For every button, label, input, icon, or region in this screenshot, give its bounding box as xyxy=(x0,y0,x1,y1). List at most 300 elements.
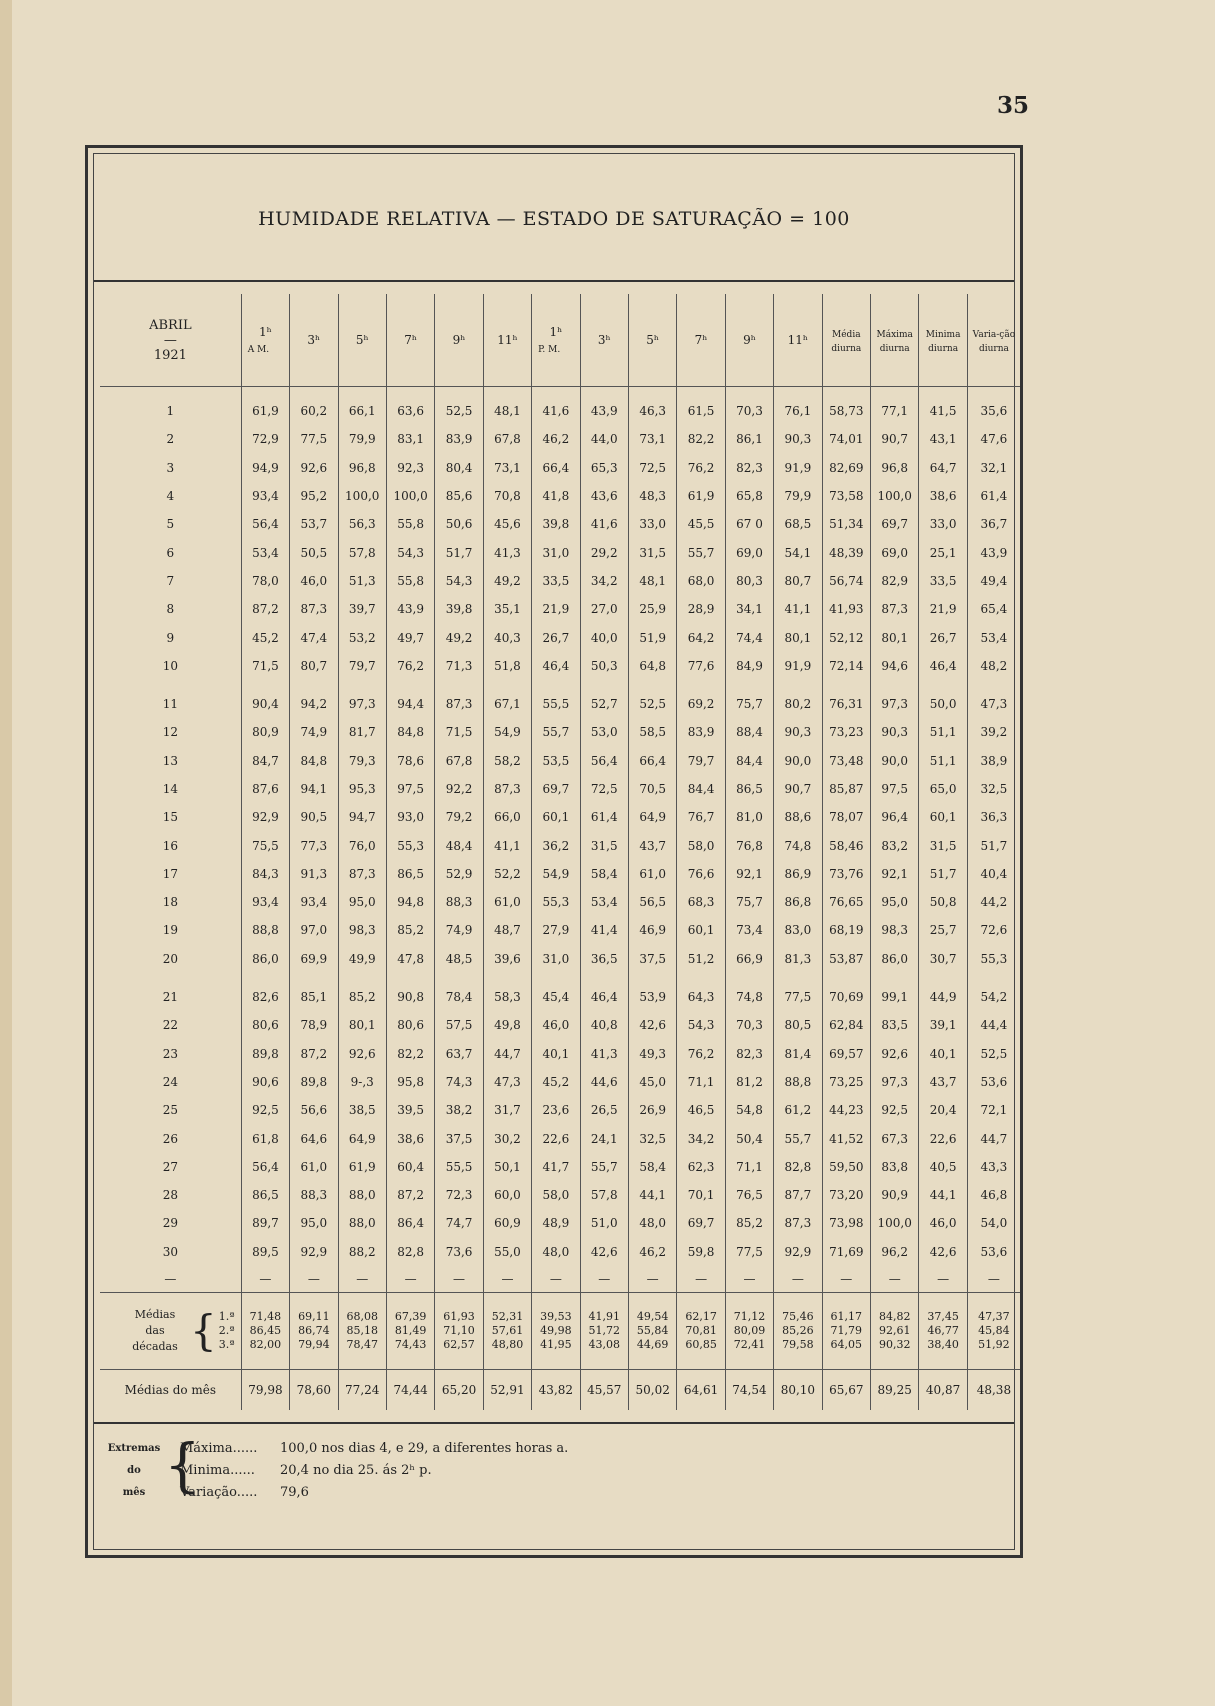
value-cell: 92,9 xyxy=(241,803,289,831)
decade-value: 46,77 xyxy=(927,1323,959,1337)
value-cell: 65,3 xyxy=(580,454,628,482)
stat-label: Minima diurna xyxy=(925,330,961,354)
table-row xyxy=(100,623,1020,651)
day-cell: 23 xyxy=(162,1046,178,1061)
value-cell: 64,2 xyxy=(677,623,725,651)
value-cell: 97,3 xyxy=(338,690,386,718)
value-cell: 51,1 xyxy=(919,718,967,746)
dash-cell: — xyxy=(967,1266,1020,1293)
gap-cell xyxy=(100,680,241,690)
value-cell: 51,8 xyxy=(483,652,531,680)
value-cell: 92,1 xyxy=(871,860,919,888)
decade-value: 62,17 xyxy=(685,1309,717,1323)
value-cell: 76,0 xyxy=(338,831,386,859)
value-cell: 76,2 xyxy=(677,1040,725,1068)
value-cell: 70,8 xyxy=(483,482,531,510)
value-cell: 21,9 xyxy=(919,595,967,623)
value-cell: 84,8 xyxy=(290,747,338,775)
value-cell: 95,0 xyxy=(290,1209,338,1237)
gap-cell xyxy=(241,680,289,690)
hour-label: 11ʰ xyxy=(787,333,809,347)
value-cell: 31,5 xyxy=(580,831,628,859)
value-cell: 50,4 xyxy=(725,1124,773,1152)
value-cell: 87,3 xyxy=(774,1209,822,1237)
table-row xyxy=(100,983,1020,1011)
value-cell: 87,2 xyxy=(386,1181,434,1209)
value-cell: 63,7 xyxy=(435,1040,483,1068)
gap-cell xyxy=(338,680,386,690)
value-cell: 48,39 xyxy=(822,538,870,566)
value-cell: 92,2 xyxy=(435,775,483,803)
value-cell: 21,9 xyxy=(532,595,580,623)
table-row xyxy=(100,1238,1020,1266)
value-cell: 79,7 xyxy=(677,747,725,775)
decade-value: 38,40 xyxy=(927,1337,959,1351)
decade-value: 49,54 xyxy=(636,1309,669,1323)
value-cell: 73,58 xyxy=(822,482,870,510)
value-cell: 58,73 xyxy=(822,397,870,425)
dash-cell: — xyxy=(774,1266,822,1293)
value-cell: 51,1 xyxy=(919,747,967,775)
value-cell: 60,1 xyxy=(919,803,967,831)
decade-value: 51,72 xyxy=(588,1323,621,1337)
decade-means-cell xyxy=(290,1292,338,1369)
day-cell: 8 xyxy=(166,602,175,617)
hour-header xyxy=(580,294,628,387)
value-cell: 46,8 xyxy=(967,1181,1020,1209)
dash-cell: — xyxy=(483,1266,531,1293)
month-means-cell: 65,20 xyxy=(435,1369,483,1410)
value-cell: 34,2 xyxy=(677,1124,725,1152)
value-cell: 90,6 xyxy=(241,1068,289,1096)
value-cell: 48,0 xyxy=(628,1209,676,1237)
value-cell: 80,4 xyxy=(435,454,483,482)
month-means-cell: 64,61 xyxy=(677,1369,725,1410)
day-cell: 7 xyxy=(166,573,175,588)
value-cell: 97,3 xyxy=(871,690,919,718)
value-cell: 41,5 xyxy=(919,397,967,425)
decade-value: 71,12 xyxy=(733,1309,766,1323)
value-cell: 45,4 xyxy=(532,983,580,1011)
value-cell: 80,1 xyxy=(774,623,822,651)
extremes-label xyxy=(102,1438,166,1504)
value-cell: 58,3 xyxy=(483,983,531,1011)
value-cell: 41,8 xyxy=(532,482,580,510)
decade-value: 75,46 xyxy=(782,1309,814,1323)
table-row xyxy=(100,690,1020,718)
value-cell: 55,3 xyxy=(967,945,1020,973)
value-cell: 46,4 xyxy=(919,652,967,680)
value-cell: 32,1 xyxy=(967,454,1020,482)
value-cell: 40,1 xyxy=(919,1040,967,1068)
gap-cell xyxy=(386,387,434,398)
value-cell: 50,0 xyxy=(919,690,967,718)
value-cell: 79,2 xyxy=(435,803,483,831)
value-cell: 49,4 xyxy=(967,567,1020,595)
value-cell: 87,3 xyxy=(871,595,919,623)
month-means-cell: 40,87 xyxy=(919,1369,967,1410)
value-cell: 76,2 xyxy=(677,454,725,482)
decade-value: 64,05 xyxy=(830,1337,863,1351)
value-cell: 87,3 xyxy=(338,860,386,888)
value-cell: 90,4 xyxy=(241,690,289,718)
value-cell: 43,6 xyxy=(580,482,628,510)
hour-header xyxy=(483,294,531,387)
value-cell: 48,1 xyxy=(483,397,531,425)
value-cell: 41,52 xyxy=(822,1124,870,1152)
value-cell: 46,4 xyxy=(532,652,580,680)
extreme-var-row xyxy=(180,1482,568,1504)
value-cell: 35,1 xyxy=(483,595,531,623)
day-cell: 2 xyxy=(166,432,175,447)
value-cell: 89,8 xyxy=(241,1040,289,1068)
value-cell: 72,14 xyxy=(822,652,870,680)
title-divider xyxy=(94,280,1014,282)
gap-cell xyxy=(580,680,628,690)
humidity-table xyxy=(100,294,1020,1410)
value-cell: 73,4 xyxy=(725,916,773,944)
gap-cell xyxy=(290,387,338,398)
table-row xyxy=(100,482,1020,510)
decade-value: 41,91 xyxy=(588,1309,621,1323)
value-cell: 39,8 xyxy=(435,595,483,623)
value-cell: 100,0 xyxy=(338,482,386,510)
value-cell: 37,5 xyxy=(435,1124,483,1152)
value-cell: 56,6 xyxy=(290,1096,338,1124)
value-cell: 58,4 xyxy=(580,860,628,888)
value-cell: 97,3 xyxy=(871,1068,919,1096)
gap-cell xyxy=(483,973,531,983)
month-dash: — xyxy=(163,332,177,348)
value-cell: 53,0 xyxy=(580,718,628,746)
hour-header xyxy=(338,294,386,387)
table-row xyxy=(100,510,1020,538)
page-number: 35 xyxy=(997,92,1030,119)
value-cell: 90,8 xyxy=(386,983,434,1011)
table-row xyxy=(100,888,1020,916)
gap-cell xyxy=(435,387,483,398)
value-cell: 67,3 xyxy=(871,1124,919,1152)
decade-means-cell xyxy=(725,1292,773,1369)
dash-cell: — xyxy=(241,1266,289,1293)
value-cell: 63,6 xyxy=(386,397,434,425)
gap-cell xyxy=(580,973,628,983)
decade-value: 81,49 xyxy=(394,1323,427,1337)
gap-cell xyxy=(774,680,822,690)
value-cell: 46,0 xyxy=(290,567,338,595)
value-cell: 66,9 xyxy=(725,945,773,973)
table-row xyxy=(100,1011,1020,1039)
value-cell: 64,8 xyxy=(628,652,676,680)
value-cell: 93,4 xyxy=(241,482,289,510)
day-cell: 6 xyxy=(166,545,175,560)
value-cell: 45,2 xyxy=(532,1068,580,1096)
value-cell: 55,3 xyxy=(532,888,580,916)
value-cell: 83,8 xyxy=(871,1153,919,1181)
value-cell: 50,5 xyxy=(290,538,338,566)
value-cell: 70,69 xyxy=(822,983,870,1011)
decade-value: 74,43 xyxy=(394,1337,427,1351)
value-cell: 64,7 xyxy=(919,454,967,482)
value-cell: 60,4 xyxy=(386,1153,434,1181)
value-cell: 94,4 xyxy=(386,690,434,718)
hour-label: 1ʰ xyxy=(259,325,272,339)
value-cell: 90,9 xyxy=(871,1181,919,1209)
value-cell: 47,4 xyxy=(290,623,338,651)
value-cell: 85,6 xyxy=(435,482,483,510)
stat-header xyxy=(919,294,967,387)
value-cell: 96,4 xyxy=(871,803,919,831)
value-cell: 55,5 xyxy=(532,690,580,718)
value-cell: 77,5 xyxy=(774,983,822,1011)
value-cell: 31,0 xyxy=(532,945,580,973)
decade-value: 80,09 xyxy=(733,1323,766,1337)
value-cell: 9‑,3 xyxy=(338,1068,386,1096)
value-cell: 95,8 xyxy=(386,1068,434,1096)
value-cell: 55,7 xyxy=(774,1124,822,1152)
gap-cell xyxy=(774,387,822,398)
decade-value: 69,11 xyxy=(298,1309,330,1323)
value-cell: 51,34 xyxy=(822,510,870,538)
decade-means-cell xyxy=(774,1292,822,1369)
value-cell: 93,0 xyxy=(386,803,434,831)
value-cell: 47,6 xyxy=(967,425,1020,453)
value-cell: 84,7 xyxy=(241,747,289,775)
dash-cell: — xyxy=(290,1266,338,1293)
gap-cell xyxy=(677,973,725,983)
decade-value: 60,85 xyxy=(685,1337,717,1351)
value-cell: 30,2 xyxy=(483,1124,531,1152)
value-cell: 51,0 xyxy=(580,1209,628,1237)
value-cell: 74,8 xyxy=(774,831,822,859)
decade-means-cell xyxy=(628,1292,676,1369)
value-cell: 52,2 xyxy=(483,860,531,888)
hour-label: 9ʰ xyxy=(743,333,756,347)
value-cell: 25,7 xyxy=(919,916,967,944)
value-cell: 93,4 xyxy=(290,888,338,916)
value-cell: 59,50 xyxy=(822,1153,870,1181)
value-cell: 60,1 xyxy=(532,803,580,831)
value-cell: 94,1 xyxy=(290,775,338,803)
value-cell: 55,8 xyxy=(386,510,434,538)
value-cell: 74,3 xyxy=(435,1068,483,1096)
dash-cell: — xyxy=(871,1266,919,1293)
table-row xyxy=(100,652,1020,680)
value-cell: 43,7 xyxy=(628,831,676,859)
value-cell: 70,3 xyxy=(725,397,773,425)
value-cell: 62,3 xyxy=(677,1153,725,1181)
month-means-row xyxy=(100,1369,1020,1410)
value-cell: 86,5 xyxy=(241,1181,289,1209)
value-cell: 83,9 xyxy=(435,425,483,453)
day-cell: 27 xyxy=(162,1159,178,1174)
value-cell: 41,6 xyxy=(532,397,580,425)
value-cell: 82,8 xyxy=(774,1153,822,1181)
value-cell: 80,5 xyxy=(774,1011,822,1039)
value-cell: 82,6 xyxy=(241,983,289,1011)
value-cell: 39,1 xyxy=(919,1011,967,1039)
value-cell: 64,9 xyxy=(628,803,676,831)
dash-cell: — xyxy=(386,1266,434,1293)
value-cell: 64,3 xyxy=(677,983,725,1011)
value-cell: 71,1 xyxy=(677,1068,725,1096)
value-cell: 83,9 xyxy=(677,718,725,746)
value-cell: 58,5 xyxy=(628,718,676,746)
value-cell: 56,4 xyxy=(241,510,289,538)
value-cell: 92,5 xyxy=(241,1096,289,1124)
value-cell: 51,2 xyxy=(677,945,725,973)
value-cell: 31,5 xyxy=(919,831,967,859)
stat-label: Varia-ção diurna xyxy=(972,330,1016,354)
decade-gap-row xyxy=(100,680,1020,690)
value-cell: 76,7 xyxy=(677,803,725,831)
decade-value: 72,41 xyxy=(733,1337,766,1351)
day-cell: 25 xyxy=(162,1103,178,1118)
value-cell: 62,84 xyxy=(822,1011,870,1039)
value-cell: 84,8 xyxy=(386,718,434,746)
value-cell: 66,4 xyxy=(628,747,676,775)
gap-cell xyxy=(967,680,1020,690)
value-cell: 44,2 xyxy=(967,888,1020,916)
value-cell: 22,6 xyxy=(532,1124,580,1152)
decade-value: 49,98 xyxy=(540,1323,572,1337)
value-cell: 44,23 xyxy=(822,1096,870,1124)
value-cell: 38,6 xyxy=(919,482,967,510)
value-cell: 92,3 xyxy=(386,454,434,482)
value-cell: 45,0 xyxy=(628,1068,676,1096)
month-label: ABRIL xyxy=(149,317,192,333)
decade-means-word: Médias xyxy=(134,1307,176,1321)
value-cell: 96,2 xyxy=(871,1238,919,1266)
value-cell: 81,2 xyxy=(725,1068,773,1096)
hour-label: 7ʰ xyxy=(694,333,708,347)
value-cell: 71,3 xyxy=(435,652,483,680)
value-cell: 46,5 xyxy=(677,1096,725,1124)
value-cell: 45,5 xyxy=(677,510,725,538)
value-cell: 61,8 xyxy=(241,1124,289,1152)
gap-cell xyxy=(290,973,338,983)
value-cell: 86,0 xyxy=(241,945,289,973)
dash-cell: — xyxy=(725,1266,773,1293)
dash-cell: — xyxy=(628,1266,676,1293)
decade-value: 82,00 xyxy=(249,1337,282,1351)
value-cell: 33,0 xyxy=(628,510,676,538)
value-cell: 49,2 xyxy=(435,623,483,651)
value-cell: 36,7 xyxy=(967,510,1020,538)
value-cell: 86,8 xyxy=(774,888,822,916)
value-cell: 74,01 xyxy=(822,425,870,453)
hour-header xyxy=(241,294,289,387)
value-cell: 68,3 xyxy=(677,888,725,916)
value-cell: 91,3 xyxy=(290,860,338,888)
value-cell: 47,3 xyxy=(967,690,1020,718)
table-row xyxy=(100,454,1020,482)
am-label: A M. xyxy=(247,345,270,355)
value-cell: 92,6 xyxy=(871,1040,919,1068)
value-cell: 48,7 xyxy=(483,916,531,944)
gap-cell xyxy=(435,973,483,983)
decade-value: 70,81 xyxy=(685,1323,717,1337)
value-cell: 57,8 xyxy=(338,538,386,566)
value-cell: 87,3 xyxy=(290,595,338,623)
extremes-brace: { xyxy=(164,1431,201,1499)
table-body xyxy=(100,387,1020,1410)
value-cell: 27,9 xyxy=(532,916,580,944)
day-cell: 18 xyxy=(162,895,178,910)
gap-cell xyxy=(919,680,967,690)
value-cell: 80,9 xyxy=(241,718,289,746)
table-row xyxy=(100,1124,1020,1152)
value-cell: 26,5 xyxy=(580,1096,628,1124)
value-cell: 46,3 xyxy=(628,397,676,425)
value-cell: 90,3 xyxy=(774,425,822,453)
value-cell: 88,0 xyxy=(338,1209,386,1237)
value-cell: 38,9 xyxy=(967,747,1020,775)
value-cell: 61,9 xyxy=(338,1153,386,1181)
value-cell: 98,3 xyxy=(338,916,386,944)
value-cell: 84,4 xyxy=(725,747,773,775)
dash-cell: — xyxy=(435,1266,483,1293)
value-cell: 81,4 xyxy=(774,1040,822,1068)
value-cell: 44,6 xyxy=(580,1068,628,1096)
value-cell: 100,0 xyxy=(386,482,434,510)
value-cell: 60,1 xyxy=(677,916,725,944)
table-row xyxy=(100,718,1020,746)
value-cell: 73,25 xyxy=(822,1068,870,1096)
value-cell: 88,4 xyxy=(725,718,773,746)
value-cell: 69,0 xyxy=(725,538,773,566)
value-cell: 89,5 xyxy=(241,1238,289,1266)
decade-value: 90,32 xyxy=(878,1337,911,1351)
hour-label: 11ʰ xyxy=(497,333,518,347)
year-label: 1921 xyxy=(153,347,187,363)
hour-label: 3ʰ xyxy=(597,333,611,347)
value-cell: 77,6 xyxy=(677,652,725,680)
value-cell: 44,4 xyxy=(967,1011,1020,1039)
value-cell: 33,0 xyxy=(919,510,967,538)
value-cell: 96,8 xyxy=(338,454,386,482)
day-cell: 20 xyxy=(162,951,178,966)
value-cell: 54,3 xyxy=(435,567,483,595)
value-cell: 77,1 xyxy=(871,397,919,425)
value-cell: 54,9 xyxy=(532,860,580,888)
value-cell: 69,0 xyxy=(871,538,919,566)
value-cell: 67,1 xyxy=(483,690,531,718)
gap-cell xyxy=(628,680,676,690)
value-cell: 53,4 xyxy=(580,888,628,916)
value-cell: 86,5 xyxy=(725,775,773,803)
value-cell: 70,3 xyxy=(725,1011,773,1039)
hour-header xyxy=(386,294,434,387)
value-cell: 38,6 xyxy=(386,1124,434,1152)
value-cell: 90,0 xyxy=(774,747,822,775)
value-cell: 76,65 xyxy=(822,888,870,916)
value-cell: 89,8 xyxy=(290,1068,338,1096)
table-row xyxy=(100,1096,1020,1124)
value-cell: 65,0 xyxy=(919,775,967,803)
value-cell: 90,3 xyxy=(774,718,822,746)
hour-label: 7ʰ xyxy=(404,333,418,347)
decade-means-cell xyxy=(580,1292,628,1369)
extremes-rows xyxy=(180,1438,568,1504)
value-cell: 87,2 xyxy=(241,595,289,623)
value-cell: 53,6 xyxy=(967,1068,1020,1096)
day-cell: 29 xyxy=(162,1216,178,1231)
value-cell: 65,8 xyxy=(725,482,773,510)
table-row xyxy=(100,803,1020,831)
value-cell: 72,5 xyxy=(580,775,628,803)
value-cell: 73,6 xyxy=(435,1238,483,1266)
